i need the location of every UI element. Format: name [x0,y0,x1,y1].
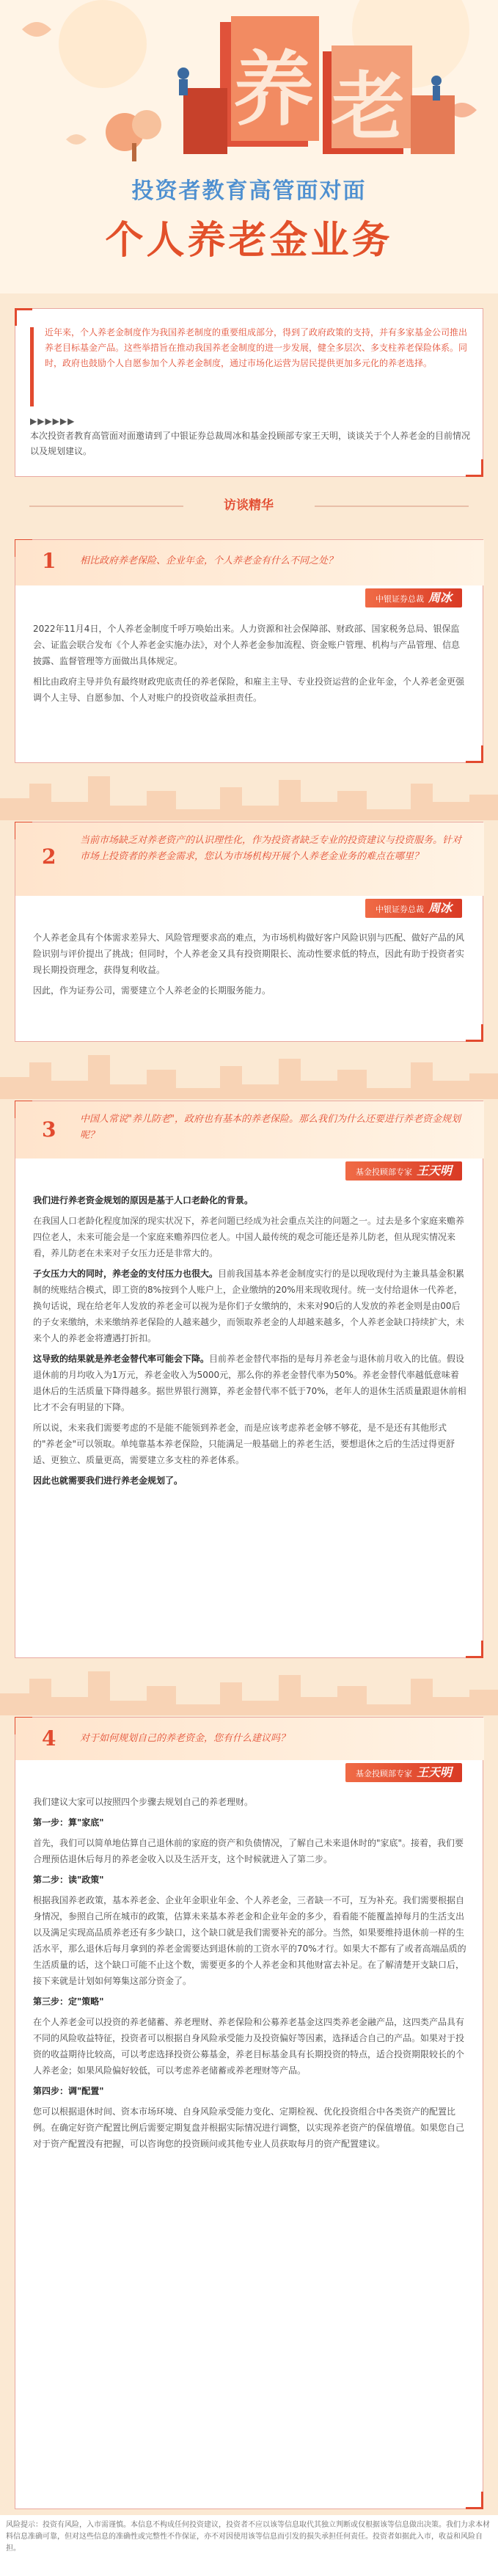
answer-bold: 子女压力大的同时，养老金的支付压力也很大。 [33,1269,219,1279]
big-char-2: 老 [332,63,405,150]
skyline-decoration [0,769,498,820]
section-ribbon [0,481,498,532]
question-header [15,822,484,896]
qa-block-3 [15,1101,483,1658]
question-number: 3 [42,1117,56,1142]
speaker-badge [365,899,462,918]
intro-accent-bar [30,327,34,406]
answer-lead: 我们进行养老资金规划的原因是基于人口老龄化的背景。 [33,1195,254,1205]
question-text: 当前市场缺乏对养老资产的认识理性化，作为投资者缺乏专业的投资建议与投资服务。针对市场上投资者的养老金需求，您认为市场机构开展个人养老金业务的难点在哪里？ [80,835,462,862]
answer-paragraph: 个人养老金具有个体需求差异大、风险管理要求高的难点，为市场机构做好客户风险识别与匹配、做好产品的风险识别与评价提出了挑战；但同时，个人养老金又具有投资期限长、流动性要求低的特点，因此有助于投资者实现长期投资理念，获得复利收益。 [33,933,465,975]
step-title: 第三步：定"策略" [33,1996,104,2007]
big-char-1: 养 [233,42,314,136]
question-text: 对于如何规划自己的养老资金，您有什么建议吗？ [80,1733,290,1744]
speaker-name: 王天明 [416,1765,452,1779]
answer-text [33,1794,467,2156]
step-body: 您可以根据退休时间、资本市场环境、自身风险承受能力变化、定期检视、优化投资组合中各类资产的配置比例。在确定好资产配置比例后需要定期复盘并根据实际情况进行调整，以实现养老资产的保值增值。如果您自己对于资产配置没有把握，可以咨询您的投资顾问或其他专业人员获取每月的资产配置建议。 [33,2106,465,2149]
divider [29,506,183,507]
speaker-title: 基金投顾部专家 [355,1167,412,1177]
step-body: 首先，我们可以简单地估算自己退休前的家庭的资产和负债情况，了解自己未来退休时的"家底"。接着，我们要合理预估退休后每月的养老金收入以及生活开支，这个时候就进入了第二步。 [33,1838,464,1864]
skyline-decoration [0,1664,498,1715]
intro-body: 本次投资者教育高管面对面邀请到了中银证券总裁周冰和基金投顾部专家王天明，谈谈关于个人养老金的目前情况以及规划建议。 [30,431,471,456]
hero-subtitle: 投资者教育高管面对面 [131,178,367,204]
step-body: 根据我国养老政策，基本养老金、企业年金职业年金、个人养老金，三者缺一不可，互为补充。我们需要根据自身情况，参照自己所在城市的政策，估算未来基本养老金和企业年金的多少，看看能不能覆盖掉每月的生活支出以及满足实现高品质养老还有多少缺口，这个缺口就是我们需要补充的部分。当然，如果要维持退休前一样的生活水平，那么退休后每月拿到的养老金需要达到退休前的工资水平的70%才行。如果大不都有了或者高端品质的生活质量的话，这个缺口可能不止这个数，需要更多的个人养老金和其他财富去补足。在了解清楚开支缺口后，接下来就是计划如何筹集这部分资金了。 [33,1895,466,1986]
corner-decoration [466,1024,483,1042]
answer-text [33,1192,467,1493]
answer-paragraph: 在我国人口老龄化程度加深的现实状况下，养老问题已经成为社会重点关注的问题之一。过去是多个家庭来赡养四位老人，未来可能会是一个家庭来赡养四位老人。中国人最传统的观念可能还是养儿防老，但从现实情况来看，养儿防老在未来对子女压力还是非常大的。 [33,1216,465,1258]
answer-paragraph: 相比由政府主导并负有最终财政兜底责任的养老保险，和雇主主导、专业投资运营的企业年金，个人养老金更强调个人主导、自愿参加、个人对账户的投资收益承担责任。 [33,676,465,703]
step-body: 在个人养老金可以投资的养老储蓄、养老理财、养老保险和公募养老基金这四类养老金融产品，这四类产品具有不同的风险收益特征，投资者可以根据自身风险承受能力及投资偏好等因素，选择适合自己的产品。如果对于投资的收益期待比较高，可以考虑选择投资公募基金，养老目标基金具有长期投资的特点，适合投资期限较长的个人养老金；如果风险偏好较低，可以考虑养老储蓄或养老理财等产品。 [33,2017,465,2076]
speaker-badge [345,1161,462,1181]
section-label: 访谈精华 [190,491,307,520]
answer-paragraph: 2022年11月4日，个人养老金制度千呼万唤始出来。人力资源和社会保障部、财政部、国家税务总局、银保监会、证监会联合发布《个人养老金实施办法》，对个人养老金参加流程、资金账户管理、机构与产品管理、信息披露、监督管理等方面做出具体规定。 [33,624,461,666]
answer-text [33,930,467,1003]
step-title: 第二步：读"政策" [33,1875,104,1885]
speaker-title: 基金投顾部专家 [355,1769,412,1778]
risk-disclaimer: 风险提示：投资有风险，入市需谨慎。本信息不构成任何投资建议，投资者不应以该等信息取代其独立判断或仅根据该等信息做出决策。我们力求本材料信息准确可靠，但对这些信息的准确性或完整性不作保证，亦不对因使用该等信息而引发的损失承担任何责任。投资者如据此入市，收益和风险自担。 [0,2515,498,2576]
question-text: 中国人常说"养儿防老"，政府也有基本的养老保险。那么我们为什么还要进行养老资金规划呢？ [80,1114,461,1141]
speaker-badge [345,1763,462,1782]
question-number: 4 [42,1726,56,1751]
corner-decoration [466,1641,483,1658]
speaker-name: 周冰 [428,901,452,915]
speaker-name: 周冰 [428,591,452,605]
intro-highlight: 近年来，个人养老金制度作为我国养老制度的重要组成部分，得到了政府政策的支持，并有多家基金公司推出养老目标基金产品。这些举措旨在推动我国养老金制度的进一步发展，健全多层次、多支柱养老保险体系。同时，政府也鼓励个人自愿参加个人养老金制度，通过市场化运营为居民提供更加多元化的养老选择。 [45,327,468,368]
arrow-decoration: ▶▶▶▶▶▶ [30,416,76,426]
qa-block-1 [15,539,483,763]
corner-decoration [466,459,483,477]
hero-banner [0,0,498,293]
answer-paragraph: 因此，作为证券公司，需要建立个人养老金的长期服务能力。 [33,985,271,996]
hero-title: 个人养老金业务 [105,218,393,263]
qa-block-2 [15,822,483,1042]
speaker-badge [365,588,462,607]
corner-decoration [15,308,32,326]
answer-lead: 我们建议大家可以按照四个步骤去规划自己的养老理财。 [33,1797,254,1807]
corner-decoration [466,2492,483,2509]
question-header [15,1101,484,1159]
speaker-title: 中银证券总裁 [375,594,424,604]
answer-bold: 这导致的结果就是养老金替代率可能会下降。 [33,1354,210,1364]
question-header [15,1718,484,1760]
speaker-title: 中银证券总裁 [375,905,424,914]
corner-decoration [466,745,483,763]
answer-text [33,621,467,710]
qa-block-4 [15,1717,483,2509]
skyline-decoration [0,1048,498,1099]
step-title: 第一步：算"家底" [33,1817,104,1828]
question-number: 1 [42,549,56,573]
intro-box [15,308,483,477]
question-number: 2 [42,844,56,869]
speaker-name: 王天明 [416,1164,452,1178]
question-text: 相比政府养老保险、企业年金，个人养老金有什么不同之处？ [80,555,338,566]
answer-conclusion: 因此也就需要我们进行养老金规划了。 [33,1475,183,1486]
answer-paragraph: 所以说，未来我们需要考虑的不是能不能领到养老金，而是应该考虑养老金够不够花，是不是还有其他形式的"养老金"可以领取。单纯靠基本养老保险，只能满足一般基础上的养老生活，要想退休之后的生活过得更舒适、更独立、质量更高，需要建立多支柱的养老体系。 [33,1423,455,1465]
answer-paragraph: 目前养老金替代率指的是每月养老金与退休前月收入的比值。假设退休前的月均收入为1万元，养老金收入为5000元，那么你的养老金替代率为50%。养老金替代率越低意味着退休后的生活质量下降得越多。据世界银行测算，养老金替代率不低于70%，老年人的退休生活质量跟退休前相比才不会有明显的下降。 [33,1354,466,1412]
step-title: 第四步：调"配置" [33,2086,104,2096]
answer-paragraph: 目前我国基本养老金制度实行的是以现收现付为主兼具基金积累制的统账结合模式，即工资的8%按到个人账户上，企业缴纳的20%用来现收现付。统一支付给退休一代养老，换句话说，现在给老年人发放的养老金可以视为是你们子女缴纳的，未来对90后的人发放的养老金则是由00后的子女来缴纳，未来缴纳养老保险的人越来越少，而领取养老金的人却越来越多，个人养老金缺口持续扩大，未来个人的养老金将遭遇打折扣。 [33,1269,465,1343]
divider [315,506,469,507]
question-header [15,540,484,585]
